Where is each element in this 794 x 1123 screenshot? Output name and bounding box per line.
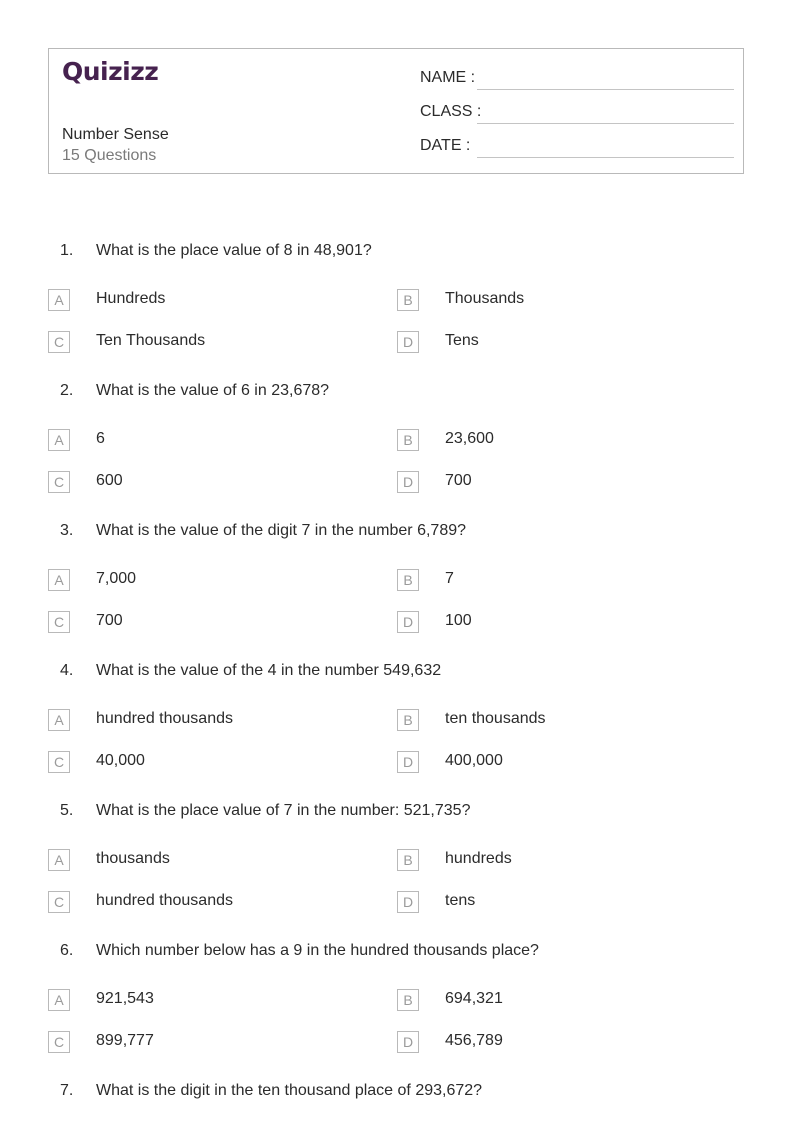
option-text: 40,000	[96, 752, 145, 769]
option-c[interactable]	[48, 331, 388, 355]
option-letter-box: C	[48, 471, 70, 493]
option-text: 700	[96, 612, 123, 629]
option-letter-box: B	[397, 849, 419, 871]
question-text: What is the place value of 8 in 48,901?	[96, 242, 372, 259]
option-letter-box: D	[397, 471, 419, 493]
option-text: 899,777	[96, 1032, 154, 1049]
question-number: 4.	[60, 662, 74, 679]
option-letter-box: C	[48, 331, 70, 353]
option-letter-box: A	[48, 289, 70, 311]
option-letter-box: D	[397, 611, 419, 633]
option-letter-box: B	[397, 989, 419, 1011]
option-text: 921,543	[96, 990, 154, 1007]
option-a[interactable]	[48, 709, 388, 733]
question-text: What is the value of the 4 in the number 549,632	[96, 662, 442, 679]
option-c[interactable]	[48, 471, 388, 495]
option-c[interactable]	[48, 751, 388, 775]
option-text: Hundreds	[96, 290, 166, 307]
worksheet-title: Number Sense	[62, 126, 169, 143]
class-label: CLASS :	[420, 103, 482, 120]
option-text: 694,321	[445, 990, 503, 1007]
option-a[interactable]	[48, 429, 388, 453]
question-text: What is the value of the digit 7 in the number 6,789?	[96, 522, 467, 539]
option-letter-box: C	[48, 611, 70, 633]
option-letter-box: A	[48, 709, 70, 731]
option-letter-box: D	[397, 331, 419, 353]
option-text: 23,600	[445, 430, 494, 447]
option-a[interactable]	[48, 989, 388, 1013]
question-count: 15 Questions	[62, 147, 157, 164]
question-number: 7.	[60, 1082, 74, 1099]
option-d[interactable]	[397, 891, 737, 915]
option-text: 700	[445, 472, 472, 489]
question-text: What is the place value of 7 in the number: 521,735?	[96, 802, 471, 819]
option-c[interactable]	[48, 611, 388, 635]
class-field[interactable]	[420, 103, 734, 123]
option-a[interactable]	[48, 849, 388, 873]
question-text: Which number below has a 9 in the hundred thousands place?	[96, 942, 539, 959]
option-text: 7,000	[96, 570, 137, 587]
option-text: Thousands	[445, 290, 525, 307]
option-letter-box: B	[397, 289, 419, 311]
option-text: thousands	[96, 850, 170, 867]
option-text: hundred thousands	[96, 710, 233, 727]
class-line[interactable]	[477, 123, 734, 124]
option-letter-box: D	[397, 1031, 419, 1053]
question-number: 2.	[60, 382, 74, 399]
option-d[interactable]	[397, 331, 737, 355]
option-b[interactable]	[397, 989, 737, 1013]
option-b[interactable]	[397, 569, 737, 593]
date-label: DATE :	[420, 137, 471, 154]
option-b[interactable]	[397, 429, 737, 453]
option-text: 400,000	[445, 752, 503, 769]
option-letter-box: B	[397, 709, 419, 731]
option-text: 600	[96, 472, 123, 489]
date-field[interactable]	[420, 137, 734, 157]
question-number: 5.	[60, 802, 74, 819]
option-d[interactable]	[397, 1031, 737, 1055]
question-text: What is the digit in the ten thousand place of 293,672?	[96, 1082, 483, 1099]
worksheet-header	[48, 48, 744, 174]
option-text: 100	[445, 612, 472, 629]
option-letter-box: D	[397, 751, 419, 773]
option-text: 7	[445, 570, 454, 587]
option-text: tens	[445, 892, 476, 909]
option-text: 6	[96, 430, 105, 447]
question-number: 1.	[60, 242, 74, 259]
option-d[interactable]	[397, 471, 737, 495]
option-letter-box: C	[48, 1031, 70, 1053]
option-b[interactable]	[397, 849, 737, 873]
option-letter-box: A	[48, 569, 70, 591]
option-d[interactable]	[397, 611, 737, 635]
question-number: 3.	[60, 522, 74, 539]
quizizz-logo: Quizizz	[62, 57, 159, 86]
option-letter-box: C	[48, 751, 70, 773]
option-letter-box: C	[48, 891, 70, 913]
option-b[interactable]	[397, 709, 737, 733]
option-text: Tens	[445, 332, 479, 349]
option-c[interactable]	[48, 891, 388, 915]
question-text: What is the value of 6 in 23,678?	[96, 382, 330, 399]
name-label: NAME :	[420, 69, 476, 86]
option-text: 456,789	[445, 1032, 503, 1049]
option-letter-box: D	[397, 891, 419, 913]
name-line[interactable]	[477, 89, 734, 90]
name-field[interactable]	[420, 69, 734, 89]
question-number: 6.	[60, 942, 74, 959]
option-text: ten thousands	[445, 710, 546, 727]
option-b[interactable]	[397, 289, 737, 313]
option-text: hundred thousands	[96, 892, 233, 909]
option-text: hundreds	[445, 850, 512, 867]
date-line[interactable]	[477, 157, 734, 158]
option-letter-box: B	[397, 429, 419, 451]
option-letter-box: A	[48, 429, 70, 451]
option-letter-box: A	[48, 849, 70, 871]
option-a[interactable]	[48, 289, 388, 313]
option-letter-box: A	[48, 989, 70, 1011]
option-d[interactable]	[397, 751, 737, 775]
option-text: Ten Thousands	[96, 332, 206, 349]
option-a[interactable]	[48, 569, 388, 593]
option-letter-box: B	[397, 569, 419, 591]
option-c[interactable]	[48, 1031, 388, 1055]
